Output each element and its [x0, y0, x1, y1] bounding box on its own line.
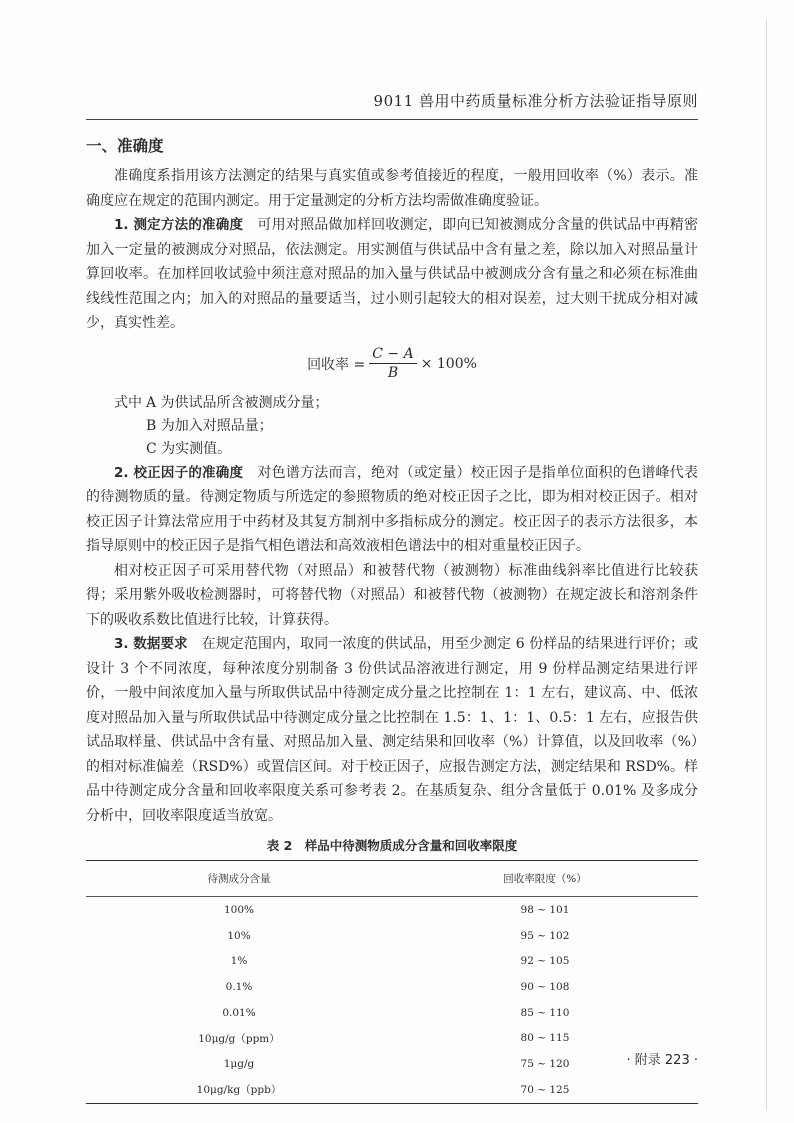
section-heading: 一、准确度 — [86, 137, 164, 155]
table-row — [86, 923, 698, 949]
correction-factor-paragraph-2: 相对校正因子可采用替代物（对照品）和被替代物（被测物）标准曲线斜率比值进行比较获得；采用紫外吸收检测器时，可将替代物（对照品）和被替代物（被测物）在规定波长和溶剂条件下的吸收系数比值进行比较，计算获得。 — [86, 562, 698, 628]
table-cell: 10μg/kg（ppb） — [86, 1077, 392, 1103]
table-cell: 1μg/g — [223, 1057, 255, 1070]
correction-factor-lead: 2. 校正因子的准确度 — [114, 464, 244, 481]
table-cell: 0.01% — [222, 1006, 256, 1019]
header-rule — [86, 119, 698, 120]
recovery-limit-table — [86, 860, 698, 1104]
table-cell: 75 ~ 120 — [520, 1057, 570, 1070]
table-cell: 85 ~ 110 — [520, 1006, 570, 1019]
table-row — [86, 1051, 698, 1077]
table-row — [86, 897, 698, 923]
table-cell: 80 ~ 115 — [520, 1032, 570, 1045]
table-header-cell: 待测成分含量 — [86, 861, 392, 897]
table-header-row — [86, 861, 698, 897]
formula-denominator: B — [387, 365, 399, 381]
table-cell: 10μg/g（ppm） — [198, 1032, 280, 1045]
page-content — [86, 133, 698, 1104]
data-requirements-text: 在规定范围内，取同一浓度的供试品，用至少测定 6 份样品的结果进行评价；或设计 3 个不同浓度，每种浓度分别制备 3 份供试品溶液进行测定，用 9 份样品测定结果进行评价，一般中间浓度加入量与所取供试品中待测定成分量之比控制在 1：1 左右，建议高、中、低浓度对照品加入量与所取供试品中待测定成分量之比控制在 1.5：1、1：1、0.5：1 左右，应报告供试品取样量、供试品中含有量、对照品加入量、测定结果和回收率（%）计算值，以及回收率（%）的相对标准偏差（RSD%）或置信区间。对于校正因子，应报告测定方法，测定结果和 RSD%。样品中待测定成分含量和回收率限度关系可参考表 2。在基质复杂、组分含量低于 0.01% 及多成分分析中，回收率限度适当放宽。 — [86, 636, 698, 824]
table-row — [86, 1000, 698, 1026]
method-accuracy-lead: 1. 测定方法的准确度 — [114, 217, 244, 233]
formula-lhs: 回收率 = — [307, 356, 366, 373]
method-accuracy-text: 可用对照品做加样回收测定，即向已知被测成分含量的供试品中再精密加入一定量的被测成分对照品，依法测定。用实测值与供试品中含有量之差，除以加入对照品量计算回收率。在加样回收试验中须注意对照品的加入量与供试品中被测成分含有量之和必须在标准曲线线性范围之内；加入的对照品的量要适当，过小则引起较大的相对误差，过大则干扰成分相对减少，真实性差。 — [86, 217, 698, 331]
table-cell: 70 ~ 125 — [392, 1077, 698, 1103]
where-item: C 为实测值。 — [146, 440, 232, 457]
table-title: 表 2 样品中待测物质成分含量和回收率限度 — [266, 838, 518, 853]
formula-legend — [86, 392, 698, 461]
formula-rhs: × 100% — [420, 355, 477, 372]
table-cell: 90 ~ 108 — [520, 980, 570, 993]
formula-fraction — [369, 345, 416, 382]
table-row — [86, 974, 698, 1000]
table-cell: 95 ~ 102 — [520, 929, 570, 942]
table-row — [86, 1077, 698, 1103]
running-header: 9011 兽用中药质量标准分析方法验证指导原则 — [373, 92, 698, 110]
table-cell: 10% — [227, 929, 251, 942]
table-row — [86, 948, 698, 974]
method-accuracy-paragraph — [86, 213, 698, 336]
formula-numerator: C − A — [369, 345, 416, 364]
correction-factor-text: 对色谱方法而言，绝对（或定量）校正因子是指单位面积的色谱峰代表的待测物质的量。待测定物质与所选定的参照物质的绝对校正因子之比，即为相对校正因子。相对校正因子计算法常应用于中药材及其复方制剂中多指标成分的测定。校正因子的表示方法很多，本指导原则中的校正因子是指气相色谱法和高效液相色谱法中的相对重量校正因子。 — [86, 464, 698, 554]
intro-paragraph: 准确度系指用该方法测定的结果与真实值或参考值接近的程度，一般用回收率（%）表示。准确度应在规定的范围内测定。用于定量测定的分析方法均需做准确度验证。 — [86, 168, 698, 209]
table-row — [86, 1025, 698, 1051]
table-cell: 92 ~ 105 — [520, 955, 570, 968]
correction-factor-paragraph — [86, 461, 698, 559]
recovery-formula — [86, 344, 698, 384]
table-cell: 0.1% — [225, 980, 253, 993]
page-number: · 附录 223 · — [626, 1053, 698, 1068]
page-edge-line — [766, 20, 767, 1110]
where-item: B 为加入对照品量； — [146, 417, 273, 434]
table-cell: 98 ~ 101 — [520, 903, 570, 916]
data-requirements-lead: 3. 数据要求 — [114, 636, 188, 652]
table-cell: 1% — [230, 955, 248, 968]
where-item: A 为供试品所含被测成分量； — [146, 394, 329, 411]
where-label: 式中 — [114, 394, 142, 411]
table-header-cell: 回收率限度（%） — [392, 861, 698, 897]
data-requirements-paragraph — [86, 632, 698, 828]
table-cell: 100% — [223, 903, 255, 916]
